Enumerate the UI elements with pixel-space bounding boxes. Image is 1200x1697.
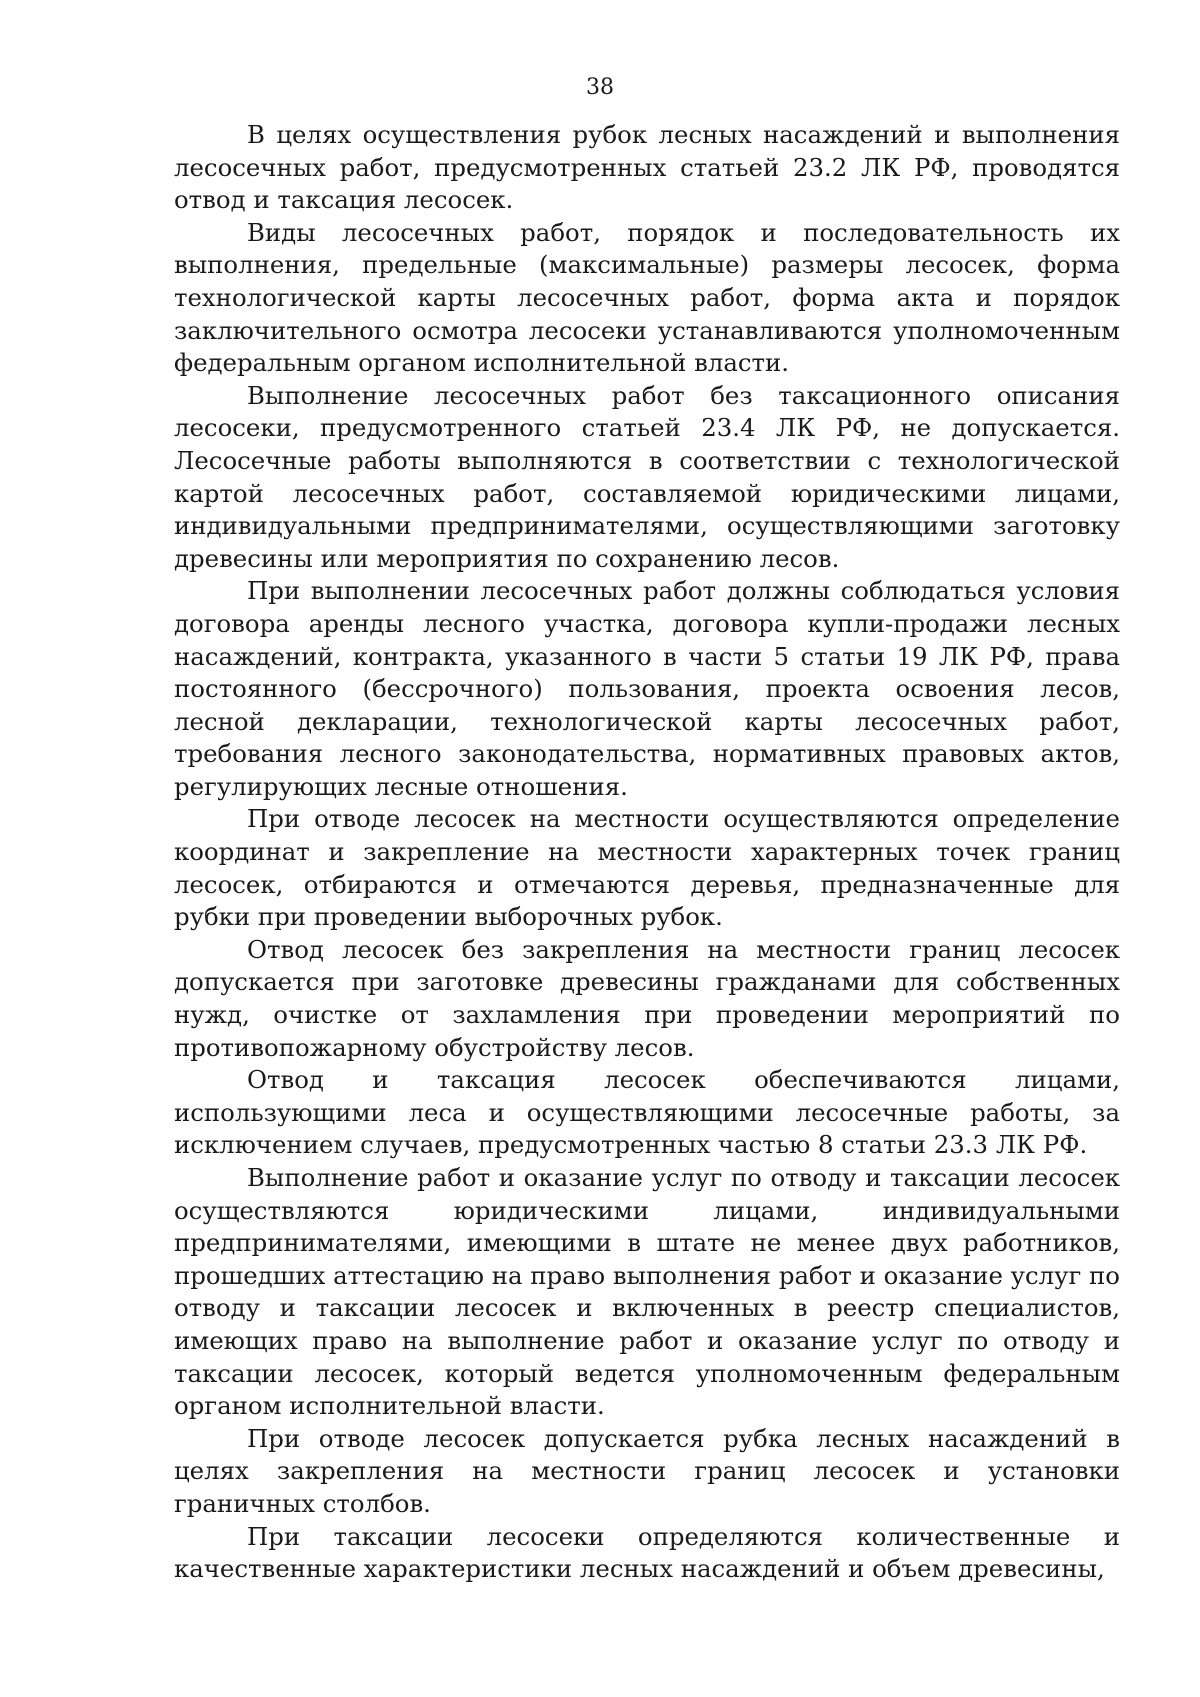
paragraph: При отводе лесосек на местности осуществляются определение координат и закрепление на местности характерных точек границ лесосек, отбираются и отмечаются деревья, предназначенные для рубки при проведении выборочных рубок.	[174, 804, 1120, 932]
paragraph: Выполнение лесосечных работ без таксационного описания лесосеки, предусмотренного статьей 23.4 ЛК РФ, не допускается. Лесосечные работы выполняются в соответствии с технологической картой лесосечных работ, составляемой юридическими лицами, индивидуальными предпринимателями, осуществляющими заготовку древесины или мероприятия по сохранению лесов.	[174, 380, 1120, 573]
paragraph: При таксации лесосеки определяются количественные и качественные характеристики лесных насаждений и объем древесины,	[174, 1521, 1120, 1584]
body-text	[174, 119, 1120, 1586]
page-number: 38	[586, 75, 614, 100]
paragraph: Выполнение работ и оказание услуг по отводу и таксации лесосек осуществляются юридическими лицами, индивидуальными предпринимателями, имеющими в штате не менее двух работников, прошедших аттестацию на право выполнения работ и оказание услуг по отводу и таксации лесосек и включенных в реестр специалистов, имеющих право на выполнение работ и оказание услуг по отводу и таксации лесосек, который ведется уполномоченным федеральным органом исполнительной власти.	[174, 1163, 1120, 1421]
paragraph: В целях осуществления рубок лесных насаждений и выполнения лесосечных работ, предусмотренных статьей 23.2 ЛК РФ, проводятся отвод и таксация лесосек.	[174, 120, 1120, 215]
paragraph: Виды лесосечных работ, порядок и последовательность их выполнения, предельные (максимальные) размеры лесосек, форма технологической карты лесосечных работ, форма акта и порядок заключительного осмотра лесосеки устанавливаются уполномоченным федеральным органом исполнительной власти.	[174, 217, 1120, 378]
paragraph: При выполнении лесосечных работ должны соблюдаться условия договора аренды лесного участка, договора купли-продажи лесных насаждений, контракта, указанного в части 5 статьи 19 ЛК РФ, права постоянного (бессрочного) пользования, проекта освоения лесов, лесной декларации, технологической карты лесосечных работ, требования лесного законодательства, нормативных правовых актов, регулирующих лесные отношения.	[174, 576, 1120, 801]
paragraph: Отвод лесосек без закрепления на местности границ лесосек допускается при заготовке древесины гражданами для собственных нужд, очистке от захламления при проведении мероприятий по противопожарному обустройству лесов.	[174, 934, 1120, 1062]
paragraph: Отвод и таксация лесосек обеспечиваются лицами, использующими леса и осуществляющими лесосечные работы, за исключением случаев, предусмотренных частью 8 статьи 23.3 ЛК РФ.	[174, 1065, 1120, 1160]
paragraph: При отводе лесосек допускается рубка лесных насаждений в целях закрепления на местности границ лесосек и установки граничных столбов.	[174, 1423, 1120, 1518]
